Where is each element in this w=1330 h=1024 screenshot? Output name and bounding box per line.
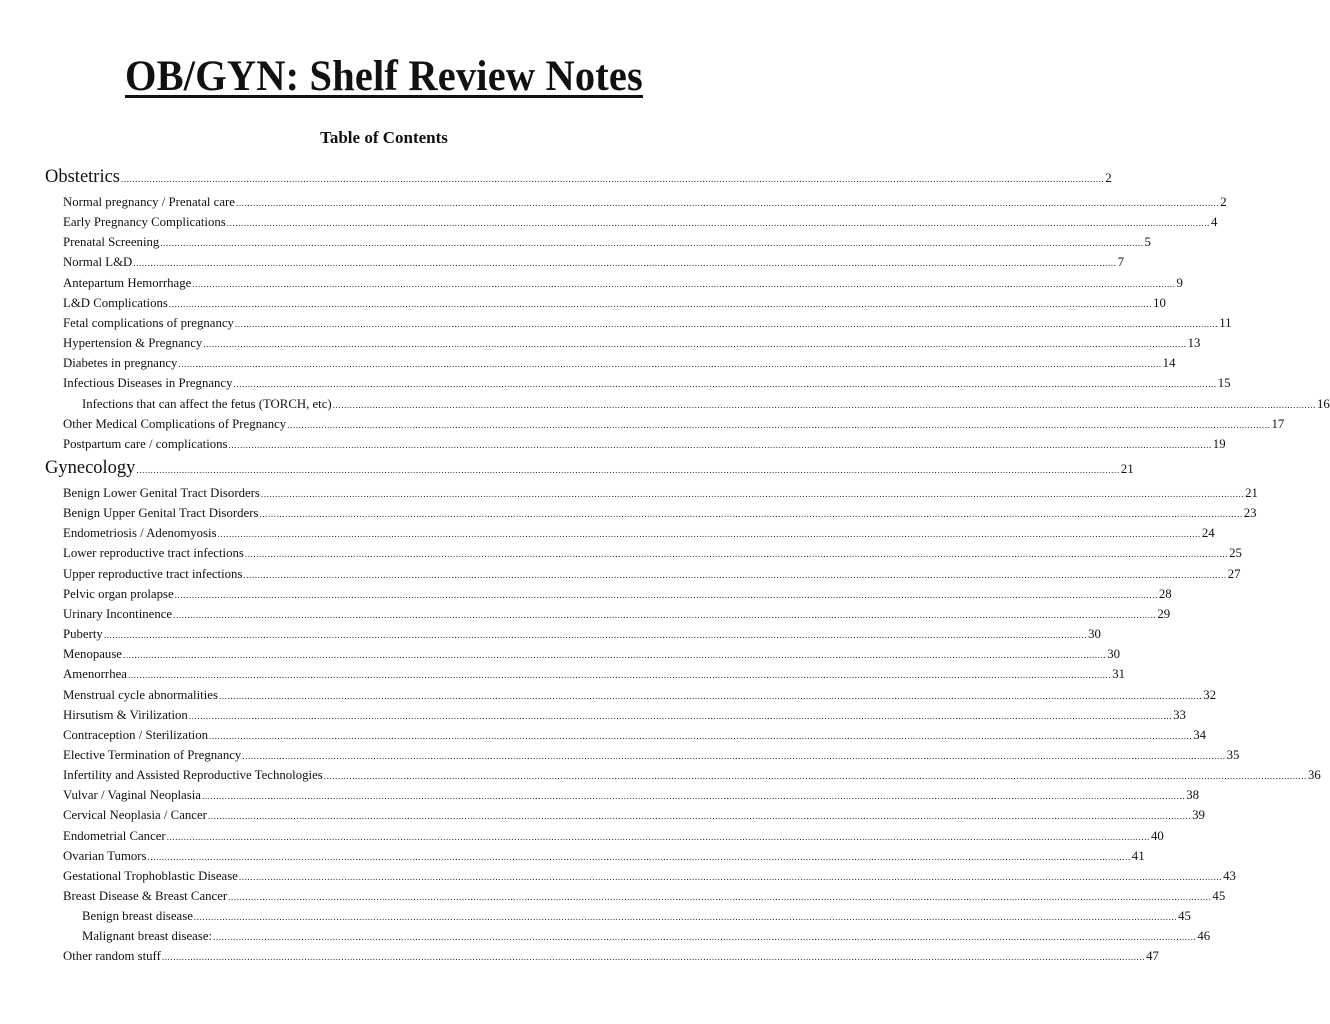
toc-line: [63, 215, 1218, 230]
toc-dot-leader: .........................................................................................................................................................................................................................................................................................................................................................: [238, 872, 1223, 882]
toc-page-number: 9: [1176, 276, 1183, 290]
toc-dot-leader: .........................................................................................................................................................................................................................................................................................................................................................: [178, 359, 1162, 369]
toc-entry-title: Menopause: [63, 647, 122, 661]
toc-entry-title: Menstrual cycle abnormalities: [63, 688, 218, 702]
toc-dot-leader: .........................................................................................................................................................................................................................................................................................................................................................: [127, 670, 1112, 680]
toc-page-number: 40: [1150, 829, 1164, 843]
toc-page-number: 27: [1227, 567, 1241, 581]
toc-dot-leader: .........................................................................................................................................................................................................................................................................................................................................................: [228, 892, 1212, 902]
toc-dot-leader: .........................................................................................................................................................................................................................................................................................................................................................: [188, 711, 1173, 721]
toc-entry[interactable]: [0, 336, 1201, 356]
toc-subentry[interactable]: [0, 929, 1211, 949]
toc-entry-title: Infectious Diseases in Pregnancy: [63, 376, 233, 390]
toc-line: [45, 458, 1134, 479]
toc-entry-title: Hypertension & Pregnancy: [63, 336, 203, 350]
toc-page-number: 2: [1105, 170, 1112, 185]
toc-entry[interactable]: [0, 829, 1164, 849]
toc-entry[interactable]: [0, 546, 1242, 566]
toc-entry[interactable]: [0, 869, 1236, 889]
toc-entry-title: Postpartum care / complications: [63, 437, 228, 451]
toc-page-number: 15: [1217, 376, 1231, 390]
toc-line: [63, 808, 1205, 823]
toc-line: [63, 607, 1171, 622]
toc-entry-title: Amenorrhea: [63, 667, 127, 681]
toc-entry-title: Hirsutism & Virilization: [63, 708, 188, 722]
toc-entry[interactable]: [0, 627, 1101, 647]
toc-page-number: 33: [1173, 708, 1186, 722]
toc-entry-title: Ovarian Tumors: [63, 849, 147, 863]
toc-line: [63, 708, 1186, 723]
toc-line: [63, 849, 1145, 864]
toc-dot-leader: .........................................................................................................................................................................................................................................................................................................................................................: [136, 465, 1120, 475]
toc-line: [63, 376, 1231, 391]
toc-page-number: 2: [1220, 195, 1227, 209]
toc-dot-leader: .........................................................................................................................................................................................................................................................................................................................................................: [160, 238, 1144, 248]
toc-entry-title: Contraception / Sterilization: [63, 728, 208, 742]
toc-section-obstetrics[interactable]: [0, 167, 1112, 187]
toc-entry-title: Diabetes in pregnancy: [63, 356, 178, 370]
toc-entry-title: Gestational Trophoblastic Disease: [63, 869, 238, 883]
toc-line: [63, 627, 1101, 642]
toc-line: [63, 235, 1151, 250]
toc-line: [63, 949, 1159, 964]
toc-entry-title: Antepartum Hemorrhage: [63, 276, 192, 290]
toc-entry[interactable]: [0, 356, 1176, 376]
toc-line: [82, 929, 1211, 944]
toc-page-number: 17: [1271, 417, 1285, 431]
toc-page-number: 32: [1203, 688, 1216, 702]
toc-page-number: 47: [1146, 949, 1159, 963]
toc-line: [45, 167, 1112, 188]
toc-dot-leader: .........................................................................................................................................................................................................................................................................................................................................................: [174, 590, 1158, 600]
toc-dot-leader: .........................................................................................................................................................................................................................................................................................................................................................: [103, 630, 1088, 640]
toc-page-number: 43: [1223, 869, 1236, 883]
toc-dot-leader: .........................................................................................................................................................................................................................................................................................................................................................: [161, 952, 1146, 962]
toc-entry-title: Normal L&D: [63, 255, 133, 269]
toc-dot-leader: .........................................................................................................................................................................................................................................................................................................................................................: [193, 912, 1178, 922]
toc-entry-title: Infertility and Assisted Reproductive Technologies: [63, 768, 323, 782]
toc-page-number: 21: [1120, 461, 1134, 476]
toc-line: [63, 195, 1227, 210]
toc-dot-leader: .........................................................................................................................................................................................................................................................................................................................................................: [228, 440, 1212, 450]
toc-entry[interactable]: [0, 708, 1186, 728]
toc-page-number: 24: [1201, 526, 1215, 540]
toc-entry[interactable]: [0, 607, 1171, 627]
toc-dot-leader: .........................................................................................................................................................................................................................................................................................................................................................: [166, 832, 1150, 842]
toc-entry[interactable]: [0, 808, 1205, 828]
toc-page-number: 21: [1245, 486, 1258, 500]
toc-line: [63, 788, 1199, 803]
toc-dot-leader: .........................................................................................................................................................................................................................................................................................................................................................: [234, 319, 1219, 329]
toc-dot-leader: .........................................................................................................................................................................................................................................................................................................................................................: [233, 379, 1217, 389]
toc-dot-leader: .........................................................................................................................................................................................................................................................................................................................................................: [192, 279, 1176, 289]
toc-line: [82, 397, 1330, 412]
toc-entry-title: Early Pregnancy Complications: [63, 215, 226, 229]
toc-dot-leader: .........................................................................................................................................................................................................................................................................................................................................................: [226, 218, 1211, 228]
toc-entry[interactable]: [0, 215, 1218, 235]
toc-line: [82, 909, 1191, 924]
toc-line: [63, 768, 1321, 783]
toc-entry[interactable]: [0, 276, 1183, 296]
toc-page-number: 14: [1162, 356, 1176, 370]
toc-entry[interactable]: [0, 567, 1241, 587]
toc-dot-leader: .........................................................................................................................................................................................................................................................................................................................................................: [244, 549, 1229, 559]
toc-entry-title: Prenatal Screening: [63, 235, 160, 249]
toc-dot-leader: .........................................................................................................................................................................................................................................................................................................................................................: [133, 258, 1117, 268]
toc-page-number: 35: [1226, 748, 1240, 762]
toc-page-number: 7: [1117, 255, 1124, 269]
toc-entry-title: Pelvic organ prolapse: [63, 587, 174, 601]
toc-page-number: 41: [1131, 849, 1145, 863]
toc-entry[interactable]: [0, 235, 1151, 255]
toc-entry-title: Endometrial Cancer: [63, 829, 166, 843]
toc-dot-leader: .........................................................................................................................................................................................................................................................................................................................................................: [147, 852, 1131, 862]
toc-entry-title: Urinary Incontinence: [63, 607, 173, 621]
toc-entry-title: Lower reproductive tract infections: [63, 546, 244, 560]
toc-dot-leader: .........................................................................................................................................................................................................................................................................................................................................................: [323, 771, 1307, 781]
toc-line: [63, 296, 1166, 311]
toc-dot-leader: .........................................................................................................................................................................................................................................................................................................................................................: [168, 299, 1153, 309]
toc-entry-title: Other Medical Complications of Pregnancy: [63, 417, 287, 431]
toc-entry[interactable]: [0, 486, 1258, 506]
toc-line: [63, 526, 1215, 541]
toc-line: [63, 417, 1285, 432]
toc-page-number: 34: [1193, 728, 1207, 742]
toc-entry-title: Infections that can affect the fetus (TORCH, etc): [82, 397, 332, 411]
toc-entry[interactable]: [0, 788, 1199, 808]
toc-subentry[interactable]: [0, 397, 1330, 417]
toc-page-number: 31: [1112, 667, 1126, 681]
toc-line: [63, 567, 1241, 582]
toc-dot-leader: .........................................................................................................................................................................................................................................................................................................................................................: [213, 932, 1197, 942]
toc-entry[interactable]: [0, 688, 1216, 708]
toc-dot-leader: .........................................................................................................................................................................................................................................................................................................................................................: [121, 174, 1105, 184]
toc-line: [63, 356, 1176, 371]
toc-line: [63, 748, 1240, 763]
toc-entry-title: Puberty: [63, 627, 103, 641]
toc-dot-leader: .........................................................................................................................................................................................................................................................................................................................................................: [259, 509, 1243, 519]
toc-entry-title: Breast Disease & Breast Cancer: [63, 889, 228, 903]
toc-dot-leader: .........................................................................................................................................................................................................................................................................................................................................................: [260, 489, 1245, 499]
toc-section-gynecology[interactable]: [0, 458, 1134, 478]
toc-entry[interactable]: [0, 667, 1126, 687]
toc-page-number: 16: [1316, 397, 1330, 411]
toc-entry[interactable]: [0, 376, 1231, 396]
toc-entry-title: Benign breast disease: [82, 909, 193, 923]
toc-dot-leader: .........................................................................................................................................................................................................................................................................................................................................................: [218, 691, 1203, 701]
toc-section-title: Gynecology: [45, 458, 136, 478]
toc-line: [63, 869, 1236, 884]
toc-dot-leader: .........................................................................................................................................................................................................................................................................................................................................................: [243, 570, 1227, 580]
toc-line: [63, 276, 1183, 291]
toc-entry[interactable]: [0, 768, 1321, 788]
toc-dot-leader: .........................................................................................................................................................................................................................................................................................................................................................: [209, 731, 1193, 741]
toc-entry-title: Elective Termination of Pregnancy: [63, 748, 242, 762]
toc-entry-title: Benign Lower Genital Tract Disorders: [63, 486, 260, 500]
toc-dot-leader: .........................................................................................................................................................................................................................................................................................................................................................: [235, 198, 1220, 208]
toc-page-number: 29: [1157, 607, 1171, 621]
toc-line: [63, 728, 1207, 743]
toc-entry-title: Fetal complications of pregnancy: [63, 316, 234, 330]
toc-entry[interactable]: [0, 506, 1257, 526]
toc-entry[interactable]: [0, 417, 1285, 437]
toc-entry-title: Vulvar / Vaginal Neoplasia: [63, 788, 201, 802]
toc-page-number: 10: [1153, 296, 1166, 310]
toc-line: [63, 587, 1172, 602]
toc-dot-leader: .........................................................................................................................................................................................................................................................................................................................................................: [287, 420, 1271, 430]
toc-line: [63, 316, 1232, 331]
toc-entry[interactable]: [0, 255, 1124, 275]
toc-line: [63, 437, 1226, 452]
toc-line: [63, 688, 1216, 703]
toc-entry[interactable]: [0, 526, 1215, 546]
toc-line: [63, 486, 1258, 501]
toc-entry[interactable]: [0, 587, 1172, 607]
toc-page-number: 38: [1186, 788, 1199, 802]
toc-entry-title: Cervical Neoplasia / Cancer: [63, 808, 207, 822]
toc-line: [63, 255, 1124, 270]
toc-line: [63, 667, 1126, 682]
toc-entry[interactable]: [0, 296, 1166, 316]
toc-page-number: 13: [1187, 336, 1201, 350]
toc-line: [63, 336, 1201, 351]
toc-entry[interactable]: [0, 849, 1145, 869]
toc-page-number: 36: [1307, 768, 1321, 782]
toc-entry[interactable]: [0, 316, 1232, 336]
toc-entry[interactable]: [0, 889, 1226, 909]
toc-entry-title: L&D Complications: [63, 296, 168, 310]
toc-entry-title: Endometriosis / Adenomyosis: [63, 526, 217, 540]
toc-line: [63, 829, 1164, 844]
toc-line: [63, 506, 1257, 521]
toc-entry[interactable]: [0, 437, 1226, 457]
toc-dot-leader: .........................................................................................................................................................................................................................................................................................................................................................: [203, 339, 1187, 349]
toc-entry[interactable]: [0, 195, 1227, 215]
toc-entry[interactable]: [0, 949, 1159, 969]
toc-entry[interactable]: [0, 728, 1207, 748]
toc-page-number: 19: [1212, 437, 1226, 451]
toc-page-number: 45: [1178, 909, 1191, 923]
toc-dot-leader: .........................................................................................................................................................................................................................................................................................................................................................: [201, 791, 1186, 801]
toc-dot-leader: .........................................................................................................................................................................................................................................................................................................................................................: [217, 529, 1201, 539]
toc-subentry[interactable]: [0, 909, 1191, 929]
toc-line: [63, 647, 1121, 662]
toc-entry-title: Upper reproductive tract infections: [63, 567, 243, 581]
toc-page-number: 30: [1088, 627, 1101, 641]
toc-page-number: 45: [1212, 889, 1226, 903]
toc-line: [63, 889, 1226, 904]
toc-dot-leader: .........................................................................................................................................................................................................................................................................................................................................................: [332, 400, 1316, 410]
toc-line: [63, 546, 1242, 561]
toc-dot-leader: .........................................................................................................................................................................................................................................................................................................................................................: [123, 650, 1107, 660]
toc-page-number: 11: [1219, 316, 1232, 330]
toc-page-number: 39: [1192, 808, 1205, 822]
toc-heading: Table of Contents: [320, 128, 448, 147]
toc-page-number: 5: [1144, 235, 1151, 249]
toc-entry-title: Benign Upper Genital Tract Disorders: [63, 506, 259, 520]
toc-page-number: 28: [1158, 587, 1172, 601]
toc-entry[interactable]: [0, 647, 1121, 667]
toc-page-number: 30: [1107, 647, 1121, 661]
page-title: OB/GYN: Shelf Review Notes: [125, 53, 643, 100]
toc-page-number: 25: [1229, 546, 1242, 560]
toc-entry-title: Other random stuff: [63, 949, 161, 963]
toc-dot-leader: .........................................................................................................................................................................................................................................................................................................................................................: [242, 751, 1226, 761]
toc-page-number: 4: [1211, 215, 1218, 229]
toc-dot-leader: .........................................................................................................................................................................................................................................................................................................................................................: [207, 811, 1192, 821]
toc-entry-title: Normal pregnancy / Prenatal care: [63, 195, 235, 209]
toc-page-number: 46: [1197, 929, 1211, 943]
toc-section-title: Obstetrics: [45, 167, 121, 187]
toc-entry[interactable]: [0, 748, 1240, 768]
toc-page-number: 23: [1243, 506, 1257, 520]
toc-dot-leader: .........................................................................................................................................................................................................................................................................................................................................................: [173, 610, 1157, 620]
toc-entry-title: Malignant breast disease:: [82, 929, 213, 943]
